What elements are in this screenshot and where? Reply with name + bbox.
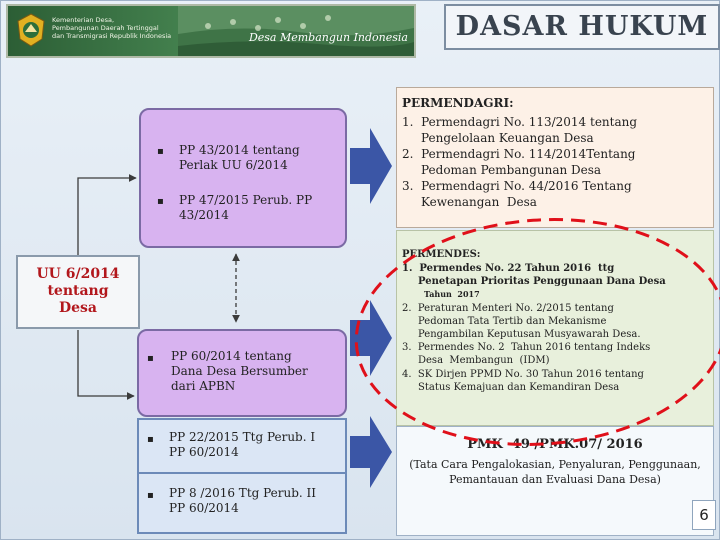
page-title: DASAR HUKUM bbox=[455, 11, 709, 42]
bullet: ▪ bbox=[147, 353, 154, 364]
item-text: Dana Desa Bersumber bbox=[171, 364, 308, 378]
item-text: PP 60/2014 tentang bbox=[171, 349, 292, 363]
bullet: ▪ bbox=[147, 434, 154, 445]
list-item: Pengelolaan Keuangan Desa bbox=[421, 131, 594, 145]
list-item: Pedoman Tata Tertib dan Mekanisme bbox=[418, 315, 607, 327]
permendes-heading: PERMENDES: bbox=[402, 249, 481, 260]
page-number: 6 bbox=[692, 500, 716, 530]
permendagri-heading: PERMENDAGRI: bbox=[402, 96, 514, 110]
bullet: ▪ bbox=[147, 490, 154, 501]
ministry-line: dan Transmigrasi Republik Indonesia bbox=[52, 32, 172, 40]
list-item: Penetapan Prioritas Penggunaan Dana Desa bbox=[418, 276, 666, 288]
list-item: Desa Membangun (IDM) bbox=[418, 355, 550, 367]
pmk-line: Pemantauan dan Evaluasi Dana Desa) bbox=[449, 473, 661, 486]
highlight-oval bbox=[349, 207, 720, 456]
bullet: ▪ bbox=[157, 146, 164, 157]
ministry-line: Pembangunan Daerah Tertinggal bbox=[52, 24, 159, 32]
list-item: 1. Permendes No. 22 Tahun 2016 ttg bbox=[402, 263, 615, 274]
uu-line: tentang bbox=[47, 283, 109, 299]
list-item: 4. SK Dirjen PPMD No. 30 Tahun 2016 tentang bbox=[402, 368, 644, 380]
tagline: Desa Membangun Indonesia bbox=[248, 31, 408, 44]
list-item: Tahun 2017 bbox=[424, 289, 480, 300]
bullet: ▪ bbox=[157, 196, 164, 207]
item-text: Perlak UU 6/2014 bbox=[179, 158, 288, 172]
pmk-title: PMK 49 /PMK.07/ 2016 bbox=[467, 437, 643, 452]
item-text: PP 47/2015 Perub. PP bbox=[179, 193, 313, 207]
item-text: PP 8 /2016 Ttg Perub. II bbox=[169, 486, 317, 500]
item-text: PP 60/2014 bbox=[169, 445, 239, 459]
list-item: 2. Permendagri No. 114/2014Tentang bbox=[402, 147, 636, 161]
item-text: dari APBN bbox=[171, 379, 236, 393]
pmk-line: (Tata Cara Pengalokasian, Penyaluran, Penggunaan, bbox=[409, 458, 701, 471]
list-item: Kewenangan Desa bbox=[421, 195, 537, 209]
item-text: PP 60/2014 bbox=[169, 501, 239, 515]
list-item: Pedoman Pembangunan Desa bbox=[421, 163, 602, 177]
list-item: Pengambilan Keputusan Musyawarah Desa. bbox=[418, 329, 641, 341]
item-text: PP 43/2014 tentang bbox=[179, 143, 300, 157]
list-item: 2. Peraturan Menteri No. 2/2015 tentang bbox=[402, 302, 614, 314]
list-item: 1. Permendagri No. 113/2014 tentang bbox=[402, 115, 638, 129]
list-item: Status Kemajuan dan Kemandiran Desa bbox=[418, 381, 620, 393]
item-text: PP 22/2015 Ttg Perub. I bbox=[169, 430, 316, 444]
list-item: 3. Permendes No. 2 Tahun 2016 tentang Indeks bbox=[402, 342, 651, 354]
ministry-line: Kementerian Desa, bbox=[52, 16, 115, 24]
uu-line: Desa bbox=[58, 300, 97, 316]
list-item: 3. Permendagri No. 44/2016 Tentang bbox=[402, 179, 632, 193]
item-text: 43/2014 bbox=[179, 208, 229, 222]
uu-line: UU 6/2014 bbox=[36, 266, 120, 282]
